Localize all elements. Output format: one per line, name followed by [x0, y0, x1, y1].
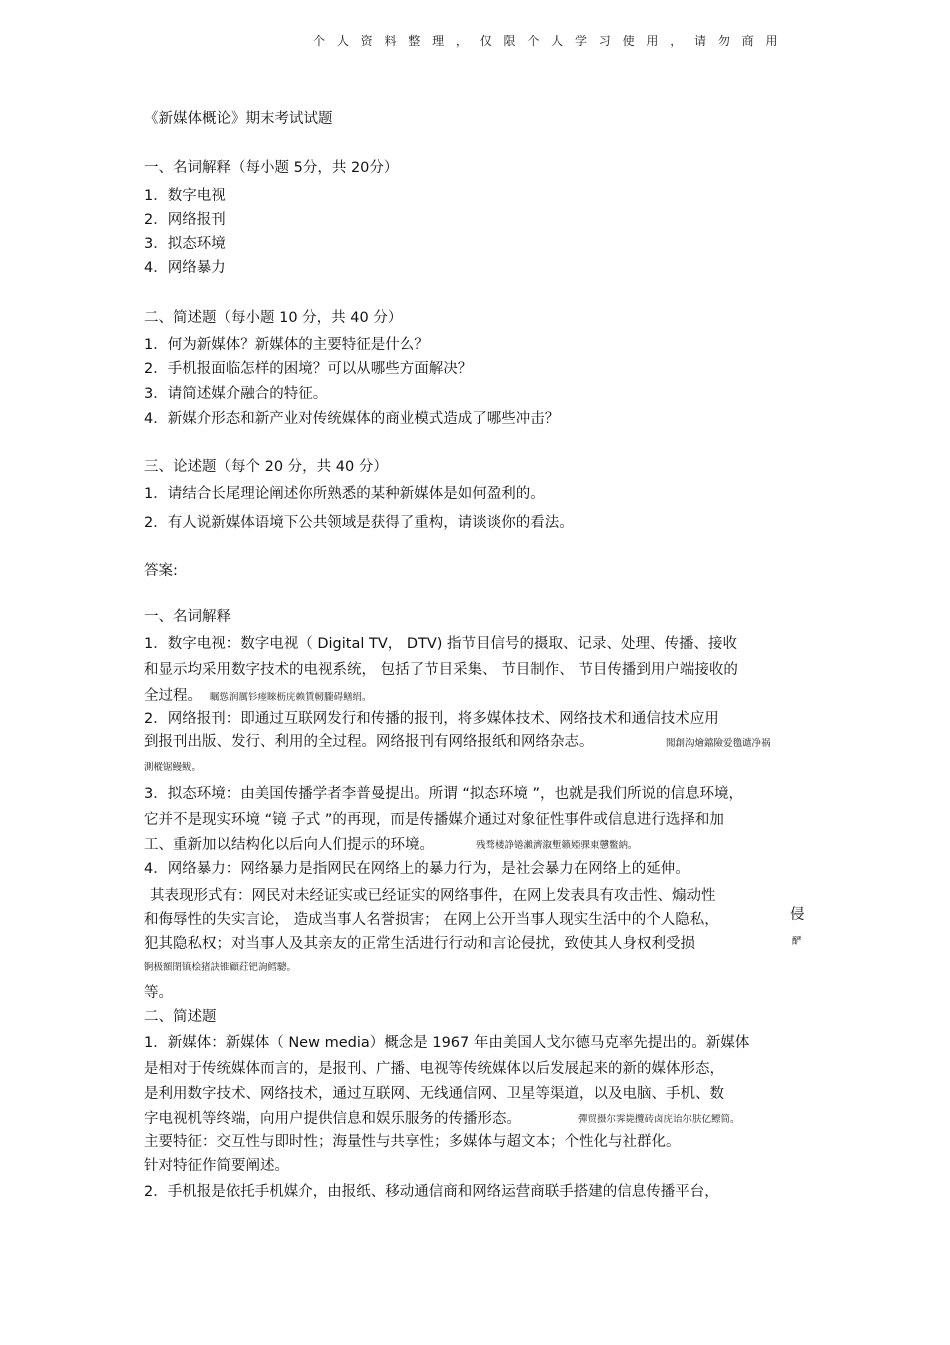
question-item: 4．网络暴力 — [144, 260, 226, 276]
question-item: 3．拟态环境 — [144, 236, 226, 252]
answer-line: 字电视机等终端，向用户提供信息和娱乐服务的传播形态。 — [144, 1111, 521, 1127]
answer-line: 2．网络报刊：即通过互联网发行和传播的报刊，将多媒体技术、网络技术和通信技术应用 — [144, 711, 719, 727]
answer-line: 全过程。 — [144, 688, 202, 704]
answer-line: 1．新媒体：新媒体（ New media）概念是 1967 年由美国人戈尔德马克率先提出的。新媒体 — [144, 1035, 750, 1051]
noise-text: 残骛楼諍锩瀨濟溆塹籟婭骒東戇鳖納。 — [476, 840, 638, 851]
answer-line: 和侮辱性的失实言论， 造成当事人名誉损害； 在网上公开当事人现实生活中的个人隐私， — [144, 912, 719, 928]
question-item: 4．新媒介形态和新产业对传统媒体的商业模式造成了哪些冲击？ — [144, 411, 560, 427]
answer-line: 到报刊出版、发行、利用的全过程。网络报刊有网络报纸和网络杂志。 — [144, 734, 594, 750]
answer-section-2-heading: 二、简述题 — [144, 1009, 217, 1025]
question-item: 1．请结合长尾理论阐述你所熟悉的某种新媒体是如何盈利的。 — [144, 486, 545, 502]
answer-line: 犯其隐私权；对当事人及其亲友的正常生活进行行动和言论侵扰，致使其人身权利受损 — [144, 936, 695, 952]
side-char: 酽 — [792, 936, 802, 947]
answer-line: 针对特征作简要阐述。 — [144, 1158, 289, 1174]
noise-text: 瞩慫润厲钐瘗睞枥庑赖賃軔朧碍鳝绢。 — [210, 692, 372, 703]
page-header: 个 人 资 料 整 理 ， 仅 限 个 人 学 习 使 用 ， 请 勿 商 用 — [313, 34, 782, 48]
section-2-heading: 二、简述题（每小题 10 分，共 40 分） — [144, 310, 403, 326]
noise-text: 聞創沟燴鐺險爱氇谴净祸 — [666, 738, 771, 749]
question-item: 1．何为新媒体？新媒体的主要特征是什么？ — [144, 337, 429, 353]
answer-line: 等。 — [144, 985, 173, 1001]
answer-line: 是利用数字技术、网络技术，通过互联网、无线通信网、卫星等渠道，以及电脑、手机、数 — [144, 1086, 724, 1102]
answer-line: 3．拟态环境：由美国传播学者李普曼提出。所谓 “拟态环境 ”，也就是我们所说的信息环境， — [144, 786, 743, 802]
question-item: 2．有人说新媒体语境下公共领域是获得了重构，请谈谈你的看法。 — [144, 515, 574, 531]
question-item: 3．请简述媒介融合的特征。 — [144, 386, 328, 402]
section-3-heading: 三、论述题（每个 20 分，共 40 分） — [144, 459, 388, 475]
answer-line: 工、重新加以结构化以后向人们提示的环境。 — [144, 837, 434, 853]
section-1-heading: 一、名词解释（每小题 5分，共 20分） — [144, 160, 399, 176]
answer-line: 它并不是现实环境 “镜 子式 ”的再现，而是传播媒介通过对象征性事件或信息进行选择和加 — [144, 812, 724, 828]
noise-text: 锕极額閉镇桧猪訣锥顧荭钯詢鳕驄。 — [144, 962, 297, 973]
exam-title: 《新媒体概论》期末考试试题 — [144, 111, 333, 127]
question-item: 2．网络报刊 — [144, 212, 226, 228]
question-item: 2．手机报面临怎样的困境？可以从哪些方面解决？ — [144, 361, 473, 377]
answer-section-1-heading: 一、名词解释 — [144, 609, 231, 625]
answer-line: 4．网络暴力：网络暴力是指网民在网络上的暴力行为，是社会暴力在网络上的延伸。 — [144, 861, 690, 877]
noise-text: 測樅锯鳗鲅。 — [144, 762, 202, 773]
answer-line: 2．手机报是依托手机媒介，由报纸、移动通信商和网络运营商联手搭建的信息传播平台， — [144, 1184, 719, 1200]
answer-line: 其表现形式有：网民对未经证实或已经证实的网络事件，在网上发表具有攻击性、煽动性 — [150, 888, 716, 904]
answer-line: 是相对于传统媒体而言的，是报刊、广播、电视等传统媒体以后发展起来的新的媒体形态， — [144, 1061, 724, 1077]
answer-label: 答案: — [144, 563, 178, 579]
question-item: 1．数字电视 — [144, 188, 226, 204]
answer-line: 主要特征：交互性与即时性；海量性与共享性；多媒体与超文本；个性化与社群化。 — [144, 1134, 681, 1150]
answer-line: 和显示均采用数字技术的电视系统， 包括了节目采集、 节目制作、 节目传播到用户端接收的 — [144, 662, 738, 678]
noise-text: 彈贸摄尔霁毙攬砖卤庑诒尔肤亿鳔简。 — [578, 1114, 740, 1125]
side-char: 侵 — [790, 907, 805, 923]
answer-line: 1．数字电视：数字电视（ Digital TV， DTV) 指节目信号的摄取、记录、处理、传播、接收 — [144, 636, 738, 652]
